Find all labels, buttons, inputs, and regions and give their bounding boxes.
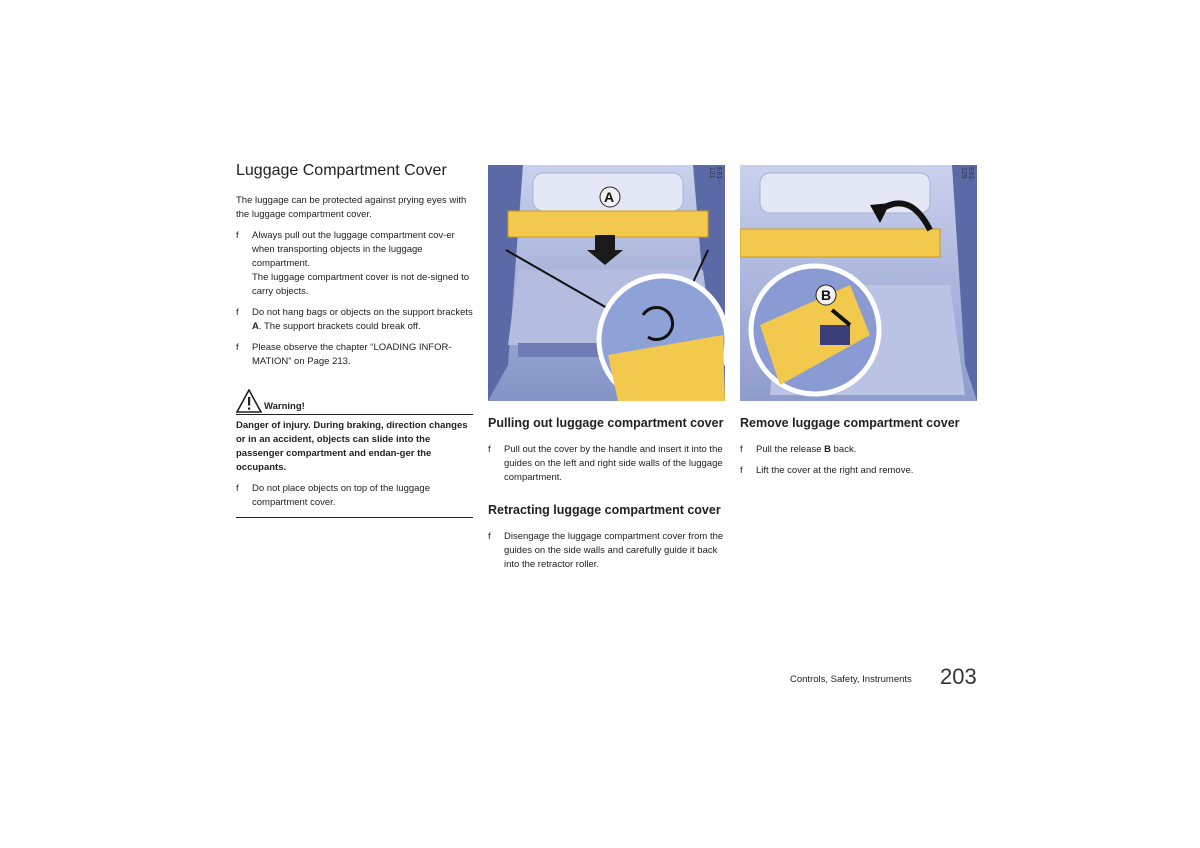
figure-code: E61-121 — [708, 167, 722, 182]
bullet-text: . The support brackets could break off. — [258, 321, 421, 332]
bullet-text: Lift the cover at the right and remove. — [756, 465, 914, 476]
bullet-text: Do not hang bags or objects on the support brackets — [252, 307, 473, 318]
figure-pull-out-cover — [488, 165, 725, 401]
section-heading: Remove luggage compartment cover — [740, 416, 960, 430]
section-heading: Retracting luggage compartment cover — [488, 503, 721, 517]
page-number: 203 — [940, 664, 977, 689]
warning-header — [236, 391, 473, 419]
bullet-text: Disengage the luggage compartment cover from the guides on the side walls and carefully guide it back into the retractor roller. — [504, 531, 724, 570]
list-item — [236, 229, 473, 299]
list-item — [236, 482, 473, 510]
list-item — [740, 464, 980, 478]
bullet-text: Pull the release — [756, 444, 825, 455]
middle-column — [488, 415, 728, 579]
warning-box — [236, 401, 473, 518]
warning-label: Warning! — [264, 401, 305, 412]
bullet-text: Do not place objects on top of the luggage compartment cover. — [252, 483, 430, 508]
bullet-marker: f — [236, 342, 239, 353]
bullet-text: back. — [831, 444, 857, 455]
intro-text: The luggage can be protected against prying eyes with the luggage compartment cover. — [236, 195, 467, 220]
right-column — [740, 415, 980, 485]
section-heading: Pulling out luggage compartment cover — [488, 416, 724, 430]
figure-label-b: B — [821, 287, 832, 303]
bracket-label: A — [252, 321, 259, 332]
list-item — [236, 306, 473, 334]
release-label: B — [824, 444, 831, 455]
page-footer — [790, 664, 980, 690]
figure-code: E61-125 — [960, 167, 974, 182]
list-item — [236, 341, 473, 369]
bullet-marker: f — [488, 444, 491, 455]
bullet-marker: f — [236, 483, 239, 494]
warning-icon — [236, 389, 262, 413]
bullet-text: Pull out the cover by the handle and insert it into the guides on the left and right side walls of the luggage compartment. — [504, 444, 723, 483]
bullet-text: Always pull out the luggage compartment cov-er when transporting objects in the luggage compartment. — [252, 230, 455, 269]
bullet-text: The luggage compartment cover is not de-signed to carry objects. — [252, 272, 470, 297]
page-title: Luggage Compartment Cover — [236, 162, 447, 179]
bullet-marker: f — [236, 307, 239, 318]
list-item — [488, 443, 728, 485]
cargo-illustration-b — [740, 165, 977, 401]
figure-remove-cover — [740, 165, 977, 401]
main-column — [236, 160, 473, 518]
divider — [236, 517, 473, 518]
cargo-illustration-a — [488, 165, 725, 401]
section-name: Controls, Safety, Instruments — [790, 674, 912, 685]
bullet-marker: f — [740, 444, 743, 455]
list-item — [740, 443, 980, 457]
warning-text: Danger of injury. During braking, direction changes or in an accident, objects can slide into the passenger compartment and endan-ger the occupants. — [236, 420, 468, 473]
bullet-marker: f — [488, 531, 491, 542]
bullet-marker: f — [740, 465, 743, 476]
bullet-text: Please observe the chapter “LOADING INFOR-MATION” on Page 213. — [252, 342, 452, 367]
list-item — [488, 530, 728, 572]
bullet-marker: f — [236, 230, 239, 241]
figure-label-a: A — [604, 189, 615, 205]
